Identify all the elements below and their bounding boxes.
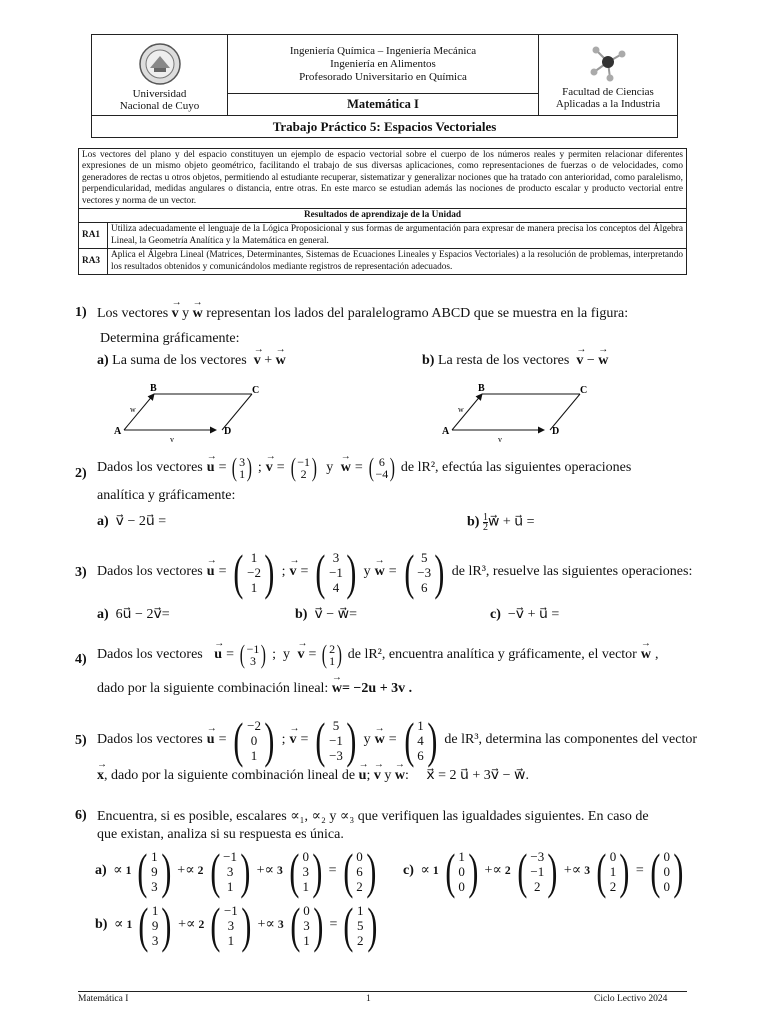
intro-box (78, 148, 687, 275)
faculty-molecule-icon (588, 42, 628, 82)
question-number: 6) (75, 808, 87, 823)
vector-u-matrix: ( 1 −2 1 ) (233, 544, 275, 600)
matrix-col-2: ( −3 −1 2 ) (517, 843, 558, 899)
q3-c-text: −v⃗ + u⃗ = (507, 607, 560, 622)
matrix-col-3: ( 0 3 1 ) (289, 897, 324, 953)
vector-w: → w (375, 563, 385, 581)
q6-text-2: que existan, analiza si su respuesta es única. (97, 827, 344, 842)
matrix-col-2: ( −1 3 1 ) (210, 897, 252, 953)
q3-a-text: 6u⃗ − 2v⃗= (115, 607, 170, 622)
ra-code: RA1 (79, 223, 108, 249)
q2-text-post: de lR², efectúa las siguientes operaciones (400, 460, 632, 475)
vector-w: → w (341, 459, 351, 477)
vector-u-matrix: ( 3 1 ) (232, 453, 253, 482)
ra-text: Aplica el Álgebra Lineal (Matrices, Determinantes, Sistemas de Ecuaciones Lineales y Espacios Vectoriales) a la resolución de problemas, interpretando los resultados obtenidos y comunicándolos mediante registros de representación adecuados. (108, 249, 687, 275)
matrix-col-3: ( 0 3 1 ) (289, 843, 323, 899)
practical-work-title: Trabajo Práctico 5: Espacios Vectoriales (92, 116, 678, 138)
faculty-line-2: Aplicadas a la Industria (555, 98, 661, 110)
q1-part-a: a) La suma de los vectores → v + → w (97, 352, 286, 370)
q2-text-pre: Dados los vectores (97, 460, 203, 475)
q6-part-a: a) ∝ 1 ( 1 9 3 ) +∝ 2 ( −1 3 1 ) +∝ 3 ( 0 3 1 ) = ( 0 6 2 ) (95, 846, 379, 896)
vector-w: → w (375, 731, 385, 749)
q6-text-1: Encuentra, si es posible, escalares ∝₁, ∝₂ y ∝₃ que verifiquen las igualdades siguientes. En caso de (97, 809, 649, 824)
matrix-result: ( 1 5 2 ) (343, 897, 377, 953)
university-seal-icon (138, 42, 182, 86)
question-number: 5) (75, 733, 87, 748)
matrix-result: ( 0 6 2 ) (342, 843, 377, 899)
q4-text-2 (97, 680, 412, 698)
part-label: a) (97, 514, 109, 529)
subject-title: Matemática I (228, 94, 539, 116)
vector-v: → v (374, 767, 381, 785)
part-label: b) (95, 917, 108, 932)
vector-u: → u (214, 646, 222, 664)
footer-subject: Matemática I (78, 994, 129, 1004)
q3-part-a (97, 606, 170, 624)
q5-text-2: → x, dado por la siguiente combinación lineal de → u; → v y → w: x⃗ = 2 u⃗ + 3v⃗ − w⃗. (97, 767, 529, 785)
vector-u: → u (359, 767, 367, 785)
q6-part-c: c) ∝ 1 ( 1 0 0 ) +∝ 2 ( −3 −1 2 ) +∝ 3 ( 0 1 2 ) = ( 0 0 0 ) (403, 846, 687, 896)
parallelogram-figure-b (440, 380, 600, 448)
q1-a-text: La suma de los vectores (112, 353, 247, 368)
results-heading: Resultados de aprendizaje de la Unidad (79, 209, 687, 223)
part-label: b) (422, 353, 435, 368)
q3-b-text: v⃗ − w⃗= (314, 607, 357, 622)
vertex-d-label: D (552, 426, 560, 437)
career-line-2: Ingeniería en Alimentos (330, 57, 436, 70)
q1-instruction: Determina gráficamente: (100, 331, 240, 346)
vector-v-label: v (170, 435, 174, 444)
q2-text-2: analítica y gráficamente: (97, 488, 236, 503)
document-header (91, 34, 678, 134)
q5-text-pre: Dados los vectores (97, 732, 203, 747)
question-3-text: Dados los vectores → u = ( 1 −2 1 ) ; → v = ( 3 −1 4 ) y → w = ( 5 −3 6 ) de lR³, resuelve las siguientes operaciones: (97, 547, 702, 597)
vector-x: → x (97, 767, 104, 785)
career-line-3: Profesorado Universitario en Química (299, 70, 467, 83)
vector-v-label: v (498, 435, 502, 444)
part-label: a) (97, 607, 109, 622)
vertex-a-label: A (442, 426, 450, 437)
question-2-text: Dados los vectores → u = ( 3 1 ) ; → v = ( −1 2 ) y → w = ( 6 −4 ) de lR², efectúa las siguientes operaciones (97, 455, 697, 481)
q6-part-b: b) ∝ 1 ( 1 9 3 ) +∝ 2 ( −1 3 1 ) +∝ 3 ( 0 3 1 ) = ( 1 5 2 ) (95, 900, 380, 950)
q5-text2: , dado por la siguiente combinación lineal de (104, 768, 356, 783)
vector-w-matrix: ( 5 −3 6 ) (403, 544, 445, 600)
q1-text-b: representan los lados del paralelogramo ABCD que se muestra en la figura: (206, 306, 629, 321)
intro-paragraph: Los vectores del plano y del espacio constituyen un ejemplo de espacio vectorial sobre el cuerpo de los números reales y permiten relacionar diferentes expresiones de un mismo objeto geométrico, facilitando el trabajo de sus diversas aplicaciones, como representaciones de fuerzas o de velocidades, como generadores de rectas u otros objetos, permitiendo al estudiante recuperar, sistematizar y generalizar nociones que ha tratado con anterioridad, como paralelismo, perpendicularidad, medidas angulares o distancia, entre otras. En este marco se estudian además las nociones de producto escalar y producto vectorial entre vectores y norma de un vector. (79, 149, 687, 209)
q1-b-text: La resta de los vectores (437, 353, 570, 368)
q1-text-a: Los vectores (97, 306, 169, 321)
vector-v: → v (172, 305, 179, 323)
q4-text2: dado por la siguiente combinación lineal: (97, 681, 329, 696)
vector-u: → u (207, 459, 215, 477)
parallelogram-figure-a (112, 380, 272, 448)
vector-w-label: w (130, 405, 136, 414)
part-label: b) (295, 607, 308, 622)
question-number: 4) (75, 652, 87, 667)
vector-w-matrix: ( 1 4 6 ) (403, 712, 438, 768)
q3-part-b (295, 606, 357, 624)
vertex-b-label: B (478, 383, 485, 394)
matrix-col-1: ( 1 0 0 ) (445, 843, 479, 899)
vector-v-matrix: ( 2 1 ) (322, 640, 342, 669)
vertex-d-label: D (224, 426, 232, 437)
q2-a-text: v⃗ − 2u⃗ = (115, 514, 167, 529)
question-number: 2) (75, 466, 87, 481)
q4-text-pre: Dados los vectores (97, 647, 203, 662)
vector-w: → w (395, 767, 405, 785)
vector-w: → w (276, 352, 286, 370)
vector-v: → v (576, 352, 583, 370)
q4-text-post: de lR², encuentra analítica y gráficamente, el vector (347, 647, 637, 662)
vector-v-matrix: ( 3 −1 4 ) (315, 544, 357, 600)
university-name-line1: Universidad (132, 88, 187, 100)
vector-v-matrix: ( 5 −1 −3 ) (315, 712, 357, 768)
vector-w: → w (641, 646, 651, 664)
q3-text-pre: Dados los vectores (97, 564, 203, 579)
vector-w: → w (332, 680, 342, 698)
question-number: 1) (75, 305, 87, 320)
matrix-col-1: ( 1 9 3 ) (138, 897, 172, 953)
vertex-c-label: C (580, 385, 588, 396)
part-label: c) (490, 607, 501, 622)
matrix-col-3: ( 0 1 2 ) (596, 843, 630, 899)
matrix-col-2: ( −1 3 1 ) (209, 843, 251, 899)
q2-part-a (97, 513, 166, 531)
vertex-b-label: B (150, 383, 157, 394)
question-1-text: Los vectores → v y → w representan los lados del paralelogramo ABCD que se muestra en la figura: (97, 305, 697, 323)
q2-part-b (467, 513, 535, 532)
footer-cycle: Ciclo Lectivo 2024 (594, 994, 668, 1004)
vector-v: → v (290, 731, 297, 749)
vector-v: → v (297, 646, 304, 664)
vertex-c-label: C (252, 385, 260, 396)
vector-v-matrix: ( −1 2 ) (290, 453, 317, 482)
page-number: 1 (366, 994, 371, 1004)
q1-part-b: b) La resta de los vectores → v − → w (422, 352, 608, 370)
vertex-a-label: A (114, 426, 122, 437)
part-label: c) (403, 863, 414, 878)
footer-divider (78, 991, 687, 992)
ra-code: RA3 (79, 249, 108, 275)
faculty-cell (539, 35, 678, 116)
vector-w-label: w (458, 405, 464, 414)
vector-u: → u (207, 731, 215, 749)
q2-b-text: w⃗ + u⃗ = (487, 514, 535, 530)
question-number: 3) (75, 565, 87, 580)
vector-w: → w (193, 305, 203, 323)
q3-part-c (490, 606, 559, 624)
careers-cell (228, 35, 539, 94)
part-label: b) (467, 514, 480, 530)
vector-v: → v (290, 563, 297, 581)
university-name-line2: Nacional de Cuyo (119, 100, 200, 112)
fraction-one-half: $\frac{1}{2}$ (482, 512, 488, 533)
q3-text-post: de lR³, resuelve las siguientes operaciones: (451, 564, 693, 579)
university-cell (92, 35, 228, 116)
question-5-text: Dados los vectores → u = ( −2 0 1 ) ; → v = ( 5 −1 −3 ) y → w = ( 1 4 6 ) de lR³, determina las componentes del vector (97, 715, 702, 765)
career-line-1: Ingeniería Química – Ingeniería Mecánica (289, 44, 477, 57)
faculty-line-1: Facultad de Ciencias (562, 86, 654, 98)
ra-text: Utiliza adecuadamente el lenguaje de la Lógica Proposicional y sus formas de argumentación para expresar de manera precisa los conceptos del Álgebra Lineal, la Geometría Analítica y la Matemática en general. (108, 223, 687, 249)
vector-w-matrix: ( 6 −4 ) (368, 453, 396, 482)
q5-combination: x⃗ = 2 u⃗ + 3v⃗ − w⃗. (426, 768, 529, 783)
question-4-text: Dados los vectores → u = ( −1 3 ) ; y → v = ( 2 1 ) de lR², encuentra analítica y gráficamente, el vector → w , (97, 642, 702, 668)
matrix-col-1: ( 1 9 3 ) (137, 843, 171, 899)
vector-v: → v (254, 352, 261, 370)
vector-u-matrix: ( −2 0 1 ) (233, 712, 275, 768)
vector-u: → u (207, 563, 215, 581)
matrix-result: ( 0 0 0 ) (650, 843, 684, 899)
vector-w: → w (598, 352, 608, 370)
q4-combination: = −2u + 3v . (341, 681, 413, 696)
q5-text-post: de lR³, determina las componentes del vector (444, 732, 698, 747)
vector-v: → v (266, 459, 273, 477)
part-label: a) (95, 863, 107, 878)
vector-u-matrix: ( −1 3 ) (239, 640, 267, 669)
part-label: a) (97, 353, 109, 368)
